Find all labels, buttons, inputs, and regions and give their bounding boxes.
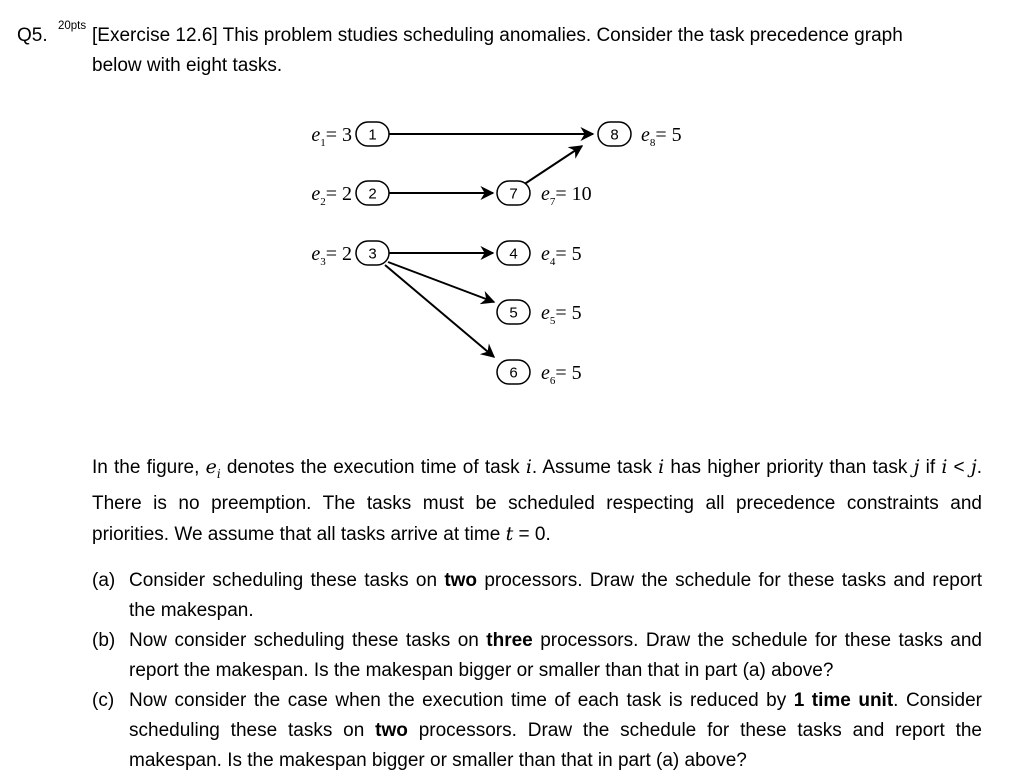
task-label-5: $e_5= 5$ bbox=[541, 302, 582, 327]
svg-text:5: 5 bbox=[509, 304, 518, 322]
part-b-letter: (b) bbox=[92, 630, 116, 651]
part-c-letter: (c) bbox=[92, 690, 115, 711]
task-node-8 bbox=[598, 122, 631, 146]
svg-text:6: 6 bbox=[509, 364, 518, 382]
part-a-letter: (a) bbox=[92, 570, 116, 591]
task-label-6: $e_6= 5$ bbox=[541, 362, 582, 387]
svg-text:7: 7 bbox=[509, 185, 518, 203]
task-label-1: $e_1= 3$ bbox=[311, 124, 352, 149]
question-points: 20pts bbox=[58, 20, 87, 32]
intro-line-1: [Exercise 12.6] This problem studies scheduling anomalies. Consider the task precedence graph bbox=[92, 25, 903, 46]
svg-text:3: 3 bbox=[368, 245, 377, 263]
part-a: (a) Consider scheduling these tasks on two processors. Draw the schedule for these tasks and report the makespan. bbox=[92, 566, 982, 626]
task-node-7 bbox=[497, 181, 530, 205]
task-label-8: $e_8= 5$ bbox=[641, 124, 682, 149]
task-label-7: $e_7= 10$ bbox=[541, 183, 592, 208]
task-label-2: $e_2= 2$ bbox=[311, 183, 352, 208]
question-number: Q5. bbox=[17, 25, 48, 46]
question-parts bbox=[92, 566, 982, 776]
svg-text:2: 2 bbox=[368, 185, 377, 203]
task-node-5 bbox=[497, 300, 530, 324]
task-node-2 bbox=[356, 181, 389, 205]
task-node-1 bbox=[356, 122, 389, 146]
task-node-6 bbox=[497, 360, 530, 384]
svg-text:8: 8 bbox=[610, 126, 619, 144]
edge-7-8 bbox=[523, 146, 582, 185]
task-node-4 bbox=[497, 241, 530, 265]
task-label-4: $e_4= 5$ bbox=[541, 243, 582, 268]
svg-text:1: 1 bbox=[368, 126, 377, 144]
svg-text:4: 4 bbox=[509, 245, 518, 263]
task-node-3 bbox=[356, 241, 389, 265]
part-c: (c) Now consider the case when the execution time of each task is reduced by 1 time unit. Consider scheduling these tasks on two processors. Draw the schedule for these tasks and report the makespan. Is the makespan bigger or smaller than that in part (a) above? bbox=[92, 686, 982, 776]
intro-line-2: below with eight tasks. bbox=[92, 55, 283, 76]
figure-description-paragraph: In the figure, $e_i$ denotes the execution time of task i. Assume task i has higher priority than task j if i < j. There is no preemption. The tasks must be scheduled respecting all precedence constraints and priorities. We assume that all tasks arrive at time t = 0. bbox=[92, 456, 983, 545]
part-b: (b) Now consider scheduling these tasks on three processors. Draw the schedule for these tasks and report the makespan. Is the makespan bigger or smaller than that in part (a) above? bbox=[92, 626, 982, 686]
task-label-3: $e_3= 2$ bbox=[311, 243, 352, 268]
edge-3-6 bbox=[385, 265, 494, 357]
